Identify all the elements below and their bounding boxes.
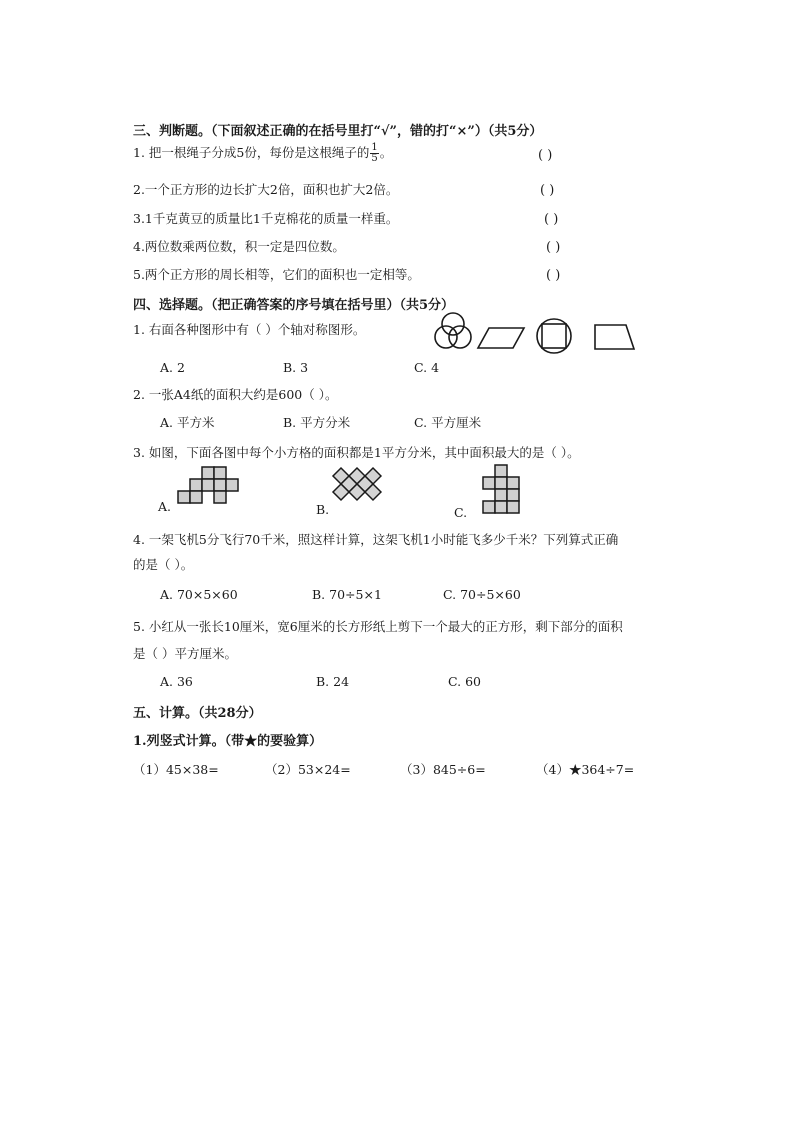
choice-q2-option-a[interactable]: A. 平方米: [160, 415, 215, 430]
calc-item-2: （2）53×24=: [265, 762, 351, 777]
choice-q4-option-a[interactable]: A. 70×5×60: [160, 587, 238, 602]
grid-figure-a: [178, 467, 238, 503]
choice-q1: 1. 右面各种图形中有（ ）个轴对称图形。: [133, 322, 366, 337]
fraction-denominator: 5: [371, 153, 378, 164]
choice-q1-option-b[interactable]: B. 3: [283, 360, 309, 375]
choice-q5-option-b[interactable]: B. 24: [316, 674, 350, 689]
section3-title: 三、判断题。（下面叙述正确的在括号里打“√”，错的打“×”）（共5分）: [133, 124, 543, 139]
judge-q5-answer-paren[interactable]: ( ): [546, 268, 561, 283]
choice-q5-line2: 是（ ）平方厘米。: [133, 646, 237, 661]
section4-title: 四、选择题。（把正确答案的序号填在括号里）（共5分）: [133, 298, 455, 313]
section5-title: 五、计算。（共28分）: [133, 706, 262, 721]
judge-q4-answer-paren[interactable]: ( ): [546, 240, 561, 255]
choice-q3-option-c[interactable]: C.: [454, 505, 468, 520]
choice-q5-line1: 5. 小红从一张长10厘米，宽6厘米的长方形纸上剪下一个最大的正方形，剩下部分的面积: [133, 619, 623, 634]
judge-q1-pre: 1. 把一根绳子分成5份，每份是这根绳子的: [133, 145, 370, 160]
judge-q2: 2.一个正方形的边长扩大2倍，面积也扩大2倍。: [133, 182, 399, 197]
judge-q2-answer-paren[interactable]: ( ): [540, 183, 555, 198]
choice-q5-option-a[interactable]: A. 36: [160, 674, 193, 689]
trapezoid-shape: [593, 324, 635, 350]
judge-q4: 4.两位数乘两位数，积一定是四位数。: [133, 239, 345, 254]
grid-figure-c: [483, 465, 531, 513]
judge-q3: 3.1千克黄豆的质量比1千克棉花的质量一样重。: [133, 211, 399, 226]
circle-square-shape: [535, 317, 573, 355]
choice-q2-option-b[interactable]: B. 平方分米: [283, 415, 351, 430]
choice-q5-option-c[interactable]: C. 60: [448, 674, 481, 689]
judge-q5: 5.两个正方形的周长相等，它们的面积也一定相等。: [133, 267, 420, 282]
choice-q2-option-c[interactable]: C. 平方厘米: [414, 415, 482, 430]
judge-q1: [133, 143, 392, 164]
judge-q3-answer-paren[interactable]: ( ): [544, 212, 559, 227]
calc-item-3: （3）845÷6=: [400, 762, 486, 777]
choice-q4-option-b[interactable]: B. 70÷5×1: [312, 587, 382, 602]
calc-item-4: （4）★364÷7=: [536, 762, 635, 777]
choice-q1-option-a[interactable]: A. 2: [160, 360, 185, 375]
judge-q1-post: 。: [379, 145, 393, 160]
parallelogram-shape: [477, 327, 525, 349]
three-circles-shape: [435, 312, 471, 350]
choice-q2: 2. 一张A4纸的面积大约是600（ ）。: [133, 387, 338, 402]
section5-sub1: 1.列竖式计算。（带★的要验算）: [133, 734, 323, 749]
choice-q3-option-a[interactable]: A.: [158, 499, 172, 514]
choice-q3: 3. 如图，下面各图中每个小方格的面积都是1平方分米，其中面积最大的是（ ）。: [133, 445, 580, 460]
choice-q4-line2: 的是（ ）。: [133, 557, 194, 572]
choice-q1-option-c[interactable]: C. 4: [414, 360, 440, 375]
choice-q4-line1: 4. 一架飞机5分飞行70千米，照这样计算，这架飞机1小时能飞多少千米？下列算式正确: [133, 532, 619, 547]
choice-q3-option-b[interactable]: B.: [316, 502, 330, 517]
judge-q1-answer-paren[interactable]: ( ): [538, 148, 553, 163]
fraction-one-fifth: [370, 143, 378, 164]
grid-figure-b: [332, 467, 382, 505]
choice-q4-option-c[interactable]: C. 70÷5×60: [443, 587, 521, 602]
calc-item-1: （1）45×38=: [133, 762, 219, 777]
fraction-numerator: 1: [371, 142, 378, 153]
